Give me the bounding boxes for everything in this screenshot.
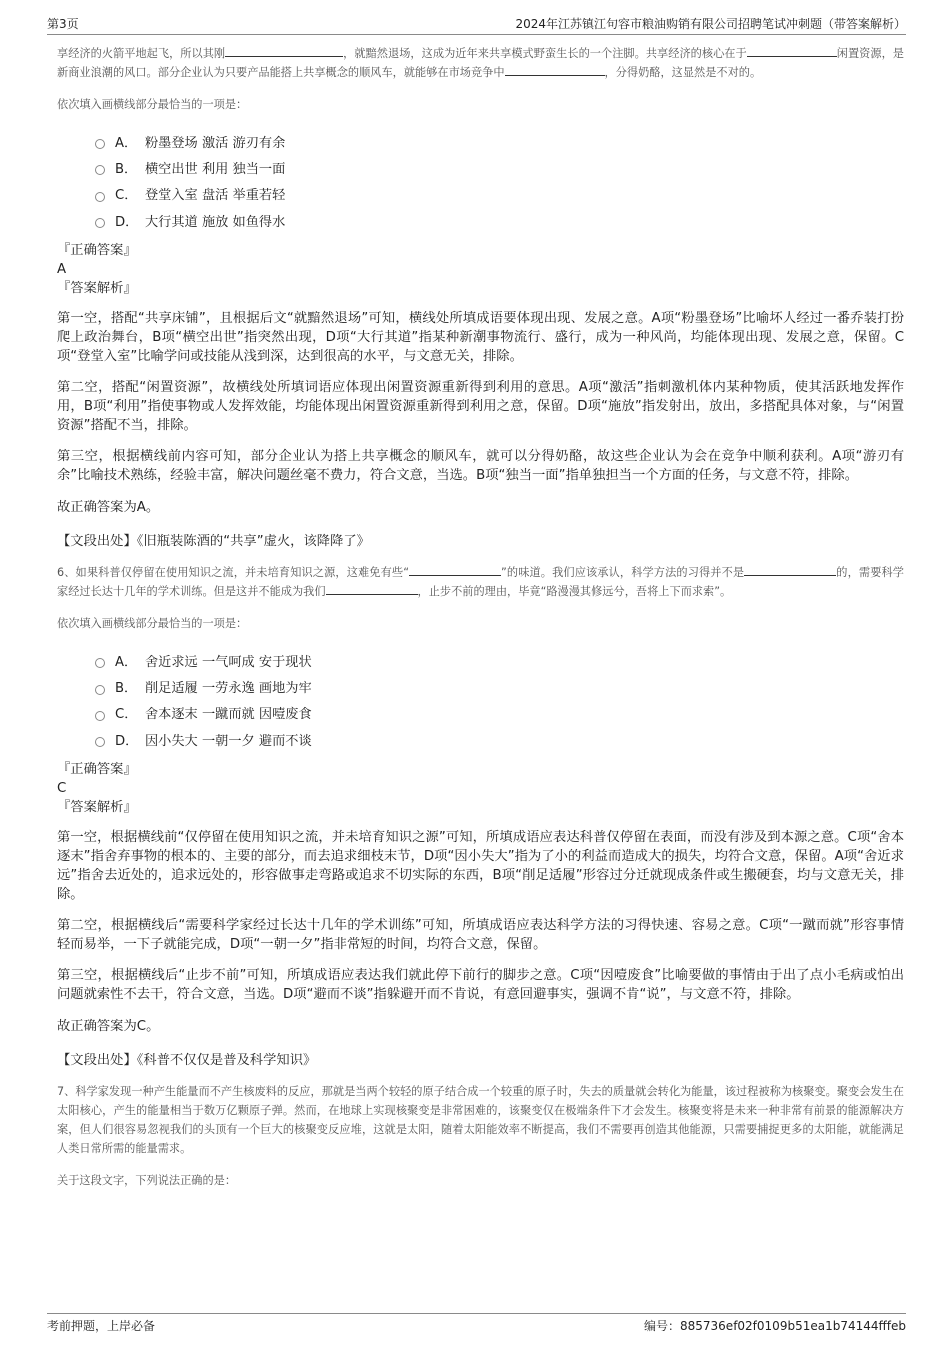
option-text: 登堂入室 盘活 举重若轻 [145, 188, 286, 204]
option-text: 横空出世 利用 独当一面 [145, 161, 286, 177]
analysis-paragraph: 第二空，搭配“闲置资源”，故横线处所填词语应体现出闲置资源重新得到利用的意思。A项“激活”指刺激机体内某种物质，使其活跃地发挥作用，B项“利用”指使事物或人发挥效能，均能体现出闲置资源重新得到利用之意，保留。D项“施放”指发射出，放出，多搭配具体对象，与“闲置资源”搭配不当，排除。 [57, 380, 904, 434]
question-5-text [57, 44, 904, 82]
option-d[interactable] [95, 726, 904, 752]
radio-button[interactable] [95, 658, 105, 668]
correct-answer: C [57, 781, 67, 797]
correct-answer: A [57, 262, 67, 278]
option-c[interactable] [95, 700, 904, 726]
q6-text-segment: 的，需要科学家经过长达十几年的学术训练。但是这并不能成为我们 [57, 566, 904, 599]
radio-button[interactable] [95, 218, 105, 228]
source-citation: 【文段出处】《科普不仅仅是普及科学知识》 [57, 1053, 317, 1069]
option-letter: A． [115, 654, 138, 670]
option-text: 粉墨登场 激活 游刃有余 [145, 135, 286, 151]
option-text: 舍本逐末 一蹴而就 因噎废食 [145, 707, 312, 723]
page-content [57, 44, 904, 1190]
analysis-heading: 『答案解析』 [57, 281, 137, 297]
footer-slogan: 考前押题，上岸必备 [47, 1319, 156, 1333]
fill-blank [747, 44, 837, 57]
option-letter: D． [115, 733, 139, 749]
page-footer [47, 1313, 906, 1336]
analysis-heading: 『答案解析』 [57, 800, 137, 816]
analysis-paragraph: 第三空，根据横线前内容可知，部分企业认为搭上共享概念的顺风车，就可以分得奶酪，故这些企业认为会在竞争中顺利获利。A项“游刃有余”比喻技术熟练，经验丰富，解决问题丝毫不费力，符合文意，当选。B项“独当一面”指单独担当一个方面的任务，与文意不符，排除。 [57, 449, 904, 484]
page-header [47, 14, 906, 35]
option-text: 舍近求远 一气呵成 安于现状 [145, 654, 312, 670]
fill-blank [409, 563, 501, 576]
q5-text-segment: 闲置资源，是新商业浪潮的风口。部分企业认为只要产品能搭上共享概念的顺风车，就能够在市场竞争中 [57, 47, 904, 79]
option-text: 大行其道 施放 如鱼得水 [145, 214, 286, 230]
option-letter: C． [115, 188, 138, 204]
q5-text-segment: ，就黯然退场，这成为近年来共享模式野蛮生长的一个注脚。共享经济的核心在于 [343, 47, 747, 60]
answer-conclusion: 故正确答案为C。 [57, 1019, 160, 1035]
radio-button[interactable] [95, 192, 105, 202]
option-letter: A． [115, 135, 138, 151]
fill-blank [326, 582, 418, 595]
q5-text-segment: ，分得奶酪，这显然是不对的。 [604, 66, 762, 79]
radio-button[interactable] [95, 711, 105, 721]
q6-text-segment: ，止步不前的理由，毕竟“路漫漫其修远兮，吾将上下而求索”。 [417, 585, 732, 599]
option-b[interactable] [95, 154, 904, 180]
option-letter: B． [115, 681, 138, 697]
question-5-options [95, 128, 904, 233]
page-number: 第3页 [47, 17, 79, 31]
option-b[interactable] [95, 673, 904, 699]
radio-button[interactable] [95, 737, 105, 747]
option-c[interactable] [95, 181, 904, 207]
radio-button[interactable] [95, 165, 105, 175]
option-a[interactable] [95, 647, 904, 673]
document-code: 编号：885736ef02f0109b51ea1b74144fffeb [644, 1319, 906, 1333]
option-letter: D． [115, 214, 139, 230]
option-letter: C． [115, 707, 138, 723]
question-6-options [95, 647, 904, 752]
radio-button[interactable] [95, 139, 105, 149]
option-text: 削足适履 一劳永逸 画地为牢 [145, 681, 312, 697]
question-5-prompt: 依次填入画横线部分最恰当的一项是： [57, 98, 248, 111]
question-6-prompt: 依次填入画横线部分最恰当的一项是： [57, 617, 248, 631]
analysis-paragraph: 第三空，根据横线后“止步不前”可知，所填成语应表达我们就此停下前行的脚步之意。C项“因噎废食”比喻要做的事情由于出了点小毛病或怕出问题就索性不去干，符合文意，当选。D项“避而不谈”指躲避开而不肯说，有意回避事实，强调不肯“说”，与文意不符，排除。 [57, 968, 904, 1003]
question-6-text [57, 563, 904, 601]
option-a[interactable] [95, 128, 904, 154]
fill-blank [744, 563, 836, 576]
option-letter: B． [115, 161, 138, 177]
radio-button[interactable] [95, 685, 105, 695]
fill-blank [225, 44, 343, 57]
q6-text-segment: ”的味道。我们应该承认，科学方法的习得并不是 [501, 566, 745, 580]
answer-heading: 『正确答案』 [57, 762, 137, 778]
question-7-text: 7、科学家发现一种产生能量而不产生核废料的反应，那就是当两个较轻的原子结合成一个较重的原子时，失去的质量就会转化为能量，该过程被称为核聚变。聚变会发生在太阳核心，产生的能量相当于数万亿颗原子弹。然而，在地球上实现核聚变是非常困难的，该聚变仅在极端条件下才会发生。核聚变将是未来一种非常有前景的能源解决方案，但人们很容易忽视我们的头顶有一个巨大的核聚变反应堆，这就是太阳，随着太阳能效率不断提高，我们不需要再创造其他能源，只需要捕捉更多的太阳能，就能满足人类日常所需的能量需求。 [57, 1085, 904, 1156]
option-text: 因小失大 一朝一夕 避而不谈 [145, 733, 312, 749]
answer-heading: 『正确答案』 [57, 243, 137, 259]
analysis-paragraph: 第二空，根据横线后“需要科学家经过长达十几年的学术训练”可知，所填成语应表达科学方法的习得快速、容易之意。C项“一蹴而就”形容事情轻而易举，一下子就能完成，D项“一朝一夕”指非常短的时间，均符合文意，保留。 [57, 918, 904, 953]
q5-text-segment: 享经济的火箭平地起飞，所以其刚 [57, 47, 226, 60]
q6-text-segment: 6、如果科普仅停留在使用知识之流，并未培育知识之源，这难免有些“ [57, 566, 409, 580]
analysis-paragraph: 第一空，根据横线前“仅停留在使用知识之流，并未培育知识之源”可知，所填成语应表达科普仅停留在表面，而没有涉及到本源之意。C项“舍本逐末”指舍弃事物的根本的、主要的部分，而去追求细枝末节，D项“因小失大”指为了小的利益而造成大的损失，均符合文意，保留。A项“舍近求远”指舍去近处的，追求远处的，形容做事走弯路或追求不切实际的东西，B项“削足适履”形容过分迁就现成条件或生搬硬套，均与文意无关，排除。 [57, 830, 904, 903]
source-citation: 【文段出处】《旧瓶装陈酒的“共享”虚火，该降降了》 [57, 534, 370, 550]
option-d[interactable] [95, 207, 904, 233]
analysis-paragraph: 第一空，搭配“共享床铺”，且根据后文“就黯然退场”可知，横线处所填成语要体现出现、发展之意。A项“粉墨登场”比喻坏人经过一番乔装打扮爬上政治舞台，B项“横空出世”指突然出现，D项“大行其道”指某种新潮事物流行、盛行，成为一种风尚，均能体现出现、发展之意，保留。C项“登堂入室”比喻学问或技能从浅到深，达到很高的水平，与文意无关，排除。 [57, 311, 904, 365]
fill-blank [505, 63, 605, 76]
question-7-prompt: 关于这段文字，下列说法正确的是： [57, 1174, 237, 1188]
answer-conclusion: 故正确答案为A。 [57, 500, 160, 516]
document-title: 2024年江苏镇江句容市粮油购销有限公司招聘笔试冲刺题（带答案解析） [515, 17, 906, 31]
